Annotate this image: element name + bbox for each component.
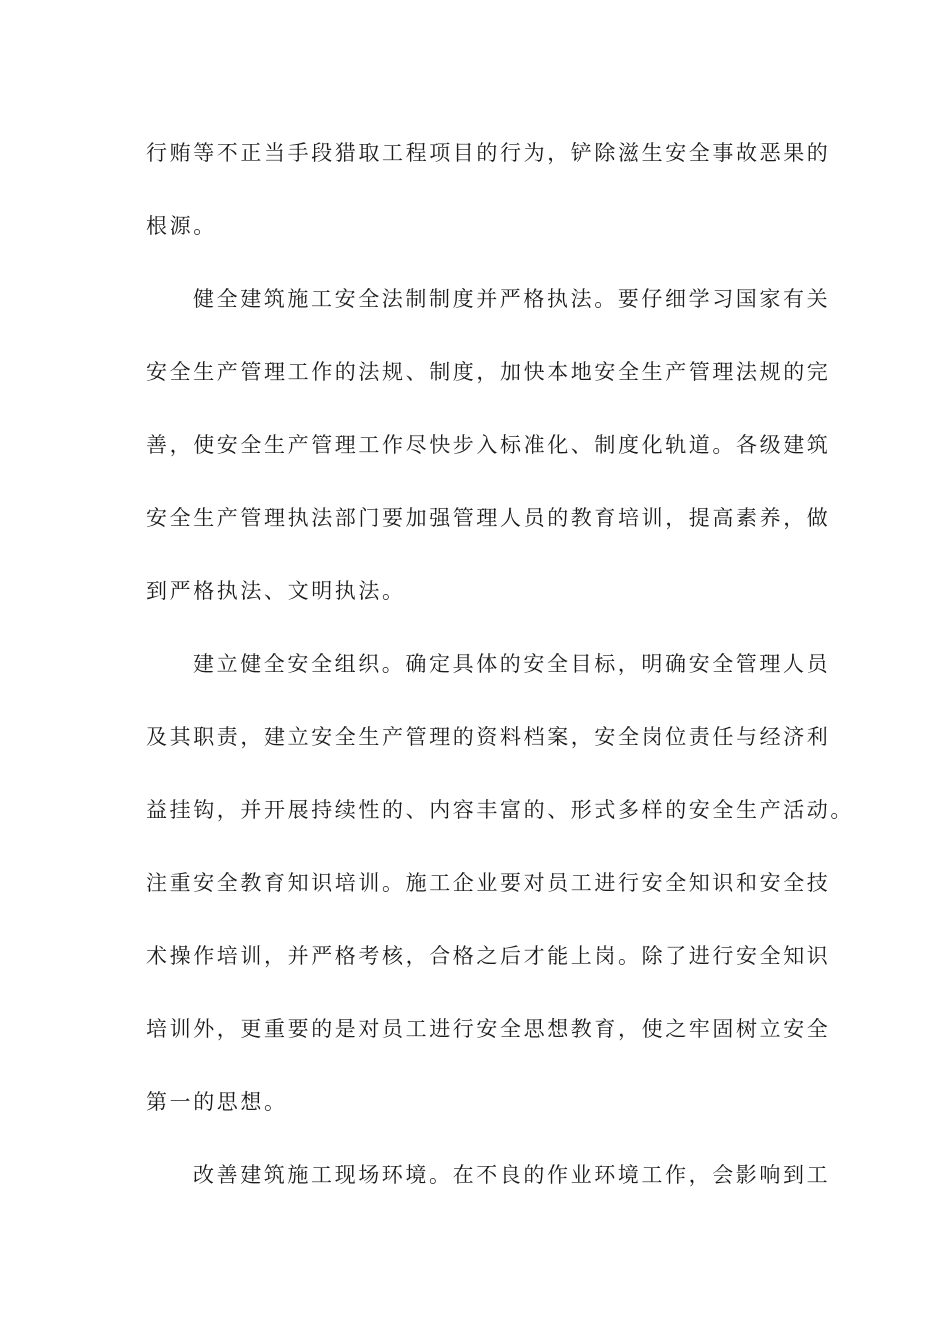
text-line: 及其职责，建立安全生产管理的资料档案，安全岗位责任与经济利 bbox=[146, 725, 831, 749]
paragraph-first-line: 健全建筑施工安全法制制度并严格执法。要仔细学习国家有关 bbox=[193, 287, 831, 311]
text-line: 到严格执法、文明执法。 bbox=[146, 579, 406, 603]
text-line: 安全生产管理工作的法规、制度，加快本地安全生产管理法规的完 bbox=[146, 360, 831, 384]
paragraph-first-line: 建立健全安全组织。确定具体的安全目标，明确安全管理人员 bbox=[193, 652, 831, 676]
text-line: 培训外，更重要的是对员工进行安全思想教育，使之牢固树立安全 bbox=[146, 1017, 831, 1041]
paragraph-first-line: 改善建筑施工现场环境。在不良的作业环境工作，会影响到工 bbox=[193, 1163, 831, 1187]
text-line: 第一的思想。 bbox=[146, 1090, 288, 1114]
text-line: 善，使安全生产管理工作尽快步入标准化、制度化轨道。各级建筑 bbox=[146, 433, 831, 457]
text-line: 根源。 bbox=[146, 214, 217, 238]
text-line: 益挂钩，并开展持续性的、内容丰富的、形式多样的安全生产活动。 bbox=[146, 798, 854, 822]
text-line: 术操作培训，并严格考核，合格之后才能上岗。除了进行安全知识 bbox=[146, 944, 831, 968]
text-line: 注重安全教育知识培训。施工企业要对员工进行安全知识和安全技 bbox=[146, 871, 831, 895]
text-line: 安全生产管理执法部门要加强管理人员的教育培训，提高素养，做 bbox=[146, 506, 831, 530]
text-line: 行贿等不正当手段猎取工程项目的行为，铲除滋生安全事故恶果的 bbox=[146, 141, 831, 165]
